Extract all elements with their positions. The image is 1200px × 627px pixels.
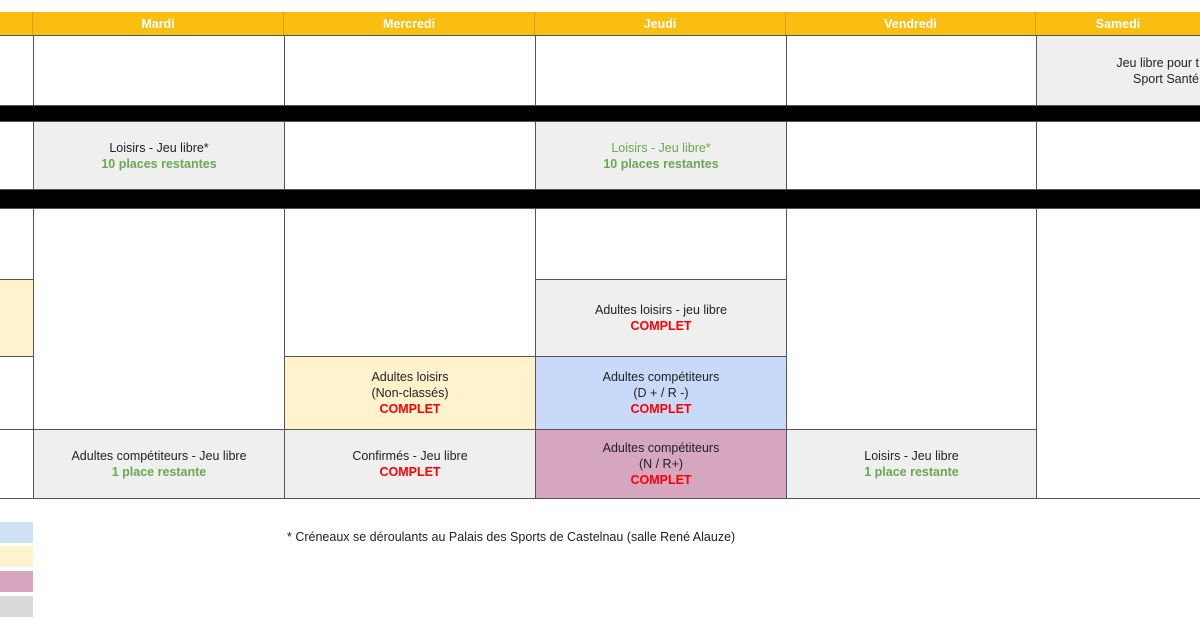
legend-swatch-pink — [0, 571, 33, 592]
day-header-mercredi: Mercredi — [284, 12, 535, 35]
slot-line: Jeu libre pour t — [1116, 55, 1199, 70]
availability-status: COMPLET — [630, 402, 692, 416]
slot-vendredi-row1 — [786, 35, 1037, 106]
separator-band — [0, 106, 1200, 121]
slot-label: Loisirs - Jeu libre* — [109, 140, 209, 155]
header-left-stub — [0, 12, 33, 35]
slot-line: (N / R+) — [638, 457, 684, 471]
legend-swatch-cream — [0, 546, 33, 567]
availability-status: 1 place restante — [864, 465, 959, 479]
slot-vendredi-evening-empty — [786, 208, 1037, 430]
slot-line: Adultes compétiteurs — [602, 370, 720, 384]
slot-label: Loisirs - Jeu libre — [864, 449, 959, 463]
slot-mardi-evening-empty — [33, 208, 285, 430]
slot-stub-a — [0, 208, 34, 280]
slot-mardi-row2 — [33, 121, 285, 190]
availability-status: 1 place restante — [111, 465, 207, 479]
day-header-samedi: Samedi — [1036, 12, 1200, 35]
availability-status: COMPLET — [630, 473, 692, 487]
slot-samedi-row2 — [1036, 121, 1200, 190]
slot-vendredi-evening — [786, 429, 1037, 499]
day-header-mardi: Mardi — [33, 12, 284, 35]
availability-status: 10 places restantes — [101, 156, 217, 171]
slot-mercredi-row2 — [284, 121, 536, 190]
separator-band — [0, 190, 1200, 208]
availability-status: COMPLET — [379, 402, 441, 416]
slot-stub-c — [0, 356, 34, 430]
availability-status: COMPLET — [630, 319, 692, 333]
slot-stub-d — [0, 429, 34, 499]
slot-label: Adultes compétiteurs - Jeu libre — [71, 449, 247, 463]
availability-status: COMPLET — [379, 465, 441, 479]
availability-status: 10 places restantes — [603, 156, 719, 171]
slot-jeudi-evening-empty — [535, 208, 787, 280]
slot-mardi-row1 — [33, 35, 285, 106]
slot-mercredi-row1 — [284, 35, 536, 106]
slot-samedi-evening-empty — [1036, 208, 1200, 499]
slot-jeudi-competiteurs-2 — [535, 429, 787, 499]
slot-jeudi-row1 — [535, 35, 787, 106]
slot-label: Confirmés - Jeu libre — [352, 449, 468, 463]
slot-jeudi-row2 — [535, 121, 787, 190]
slot-line: Adultes loisirs — [371, 370, 449, 384]
slot-jeudi-adultes-loisirs — [535, 279, 787, 357]
slot-mercredi-adultes-loisirs — [284, 356, 536, 430]
footnote: * Créneaux se déroulants au Palais des Sports de Castelnau (salle René Alauze) — [287, 530, 736, 544]
slot-jeudi-competiteurs-1 — [535, 356, 787, 430]
slot-line: (D + / R -) — [633, 386, 689, 400]
slot-label: Adultes loisirs - jeu libre — [595, 303, 727, 317]
slot-mercredi-evening — [284, 429, 536, 499]
slot-line: Sport Santé — [1132, 71, 1199, 86]
slot-label: Loisirs - Jeu libre* — [611, 140, 711, 155]
legend-swatch-grey — [0, 596, 33, 617]
slot-stub-b — [0, 279, 34, 357]
slot-stub-row1 — [0, 35, 34, 106]
slot-line: (Non-classés) — [371, 386, 449, 400]
legend-swatch-blue — [0, 522, 33, 543]
slot-samedi-row1 — [1036, 35, 1200, 106]
slot-line: Adultes compétiteurs — [602, 441, 720, 455]
day-header-jeudi: Jeudi — [535, 12, 786, 35]
slot-vendredi-row2 — [786, 121, 1037, 190]
slot-mardi-evening — [33, 429, 285, 499]
day-header-vendredi: Vendredi — [786, 12, 1036, 35]
slot-stub-row2 — [0, 121, 34, 190]
slot-mercredi-evening-empty — [284, 208, 536, 357]
